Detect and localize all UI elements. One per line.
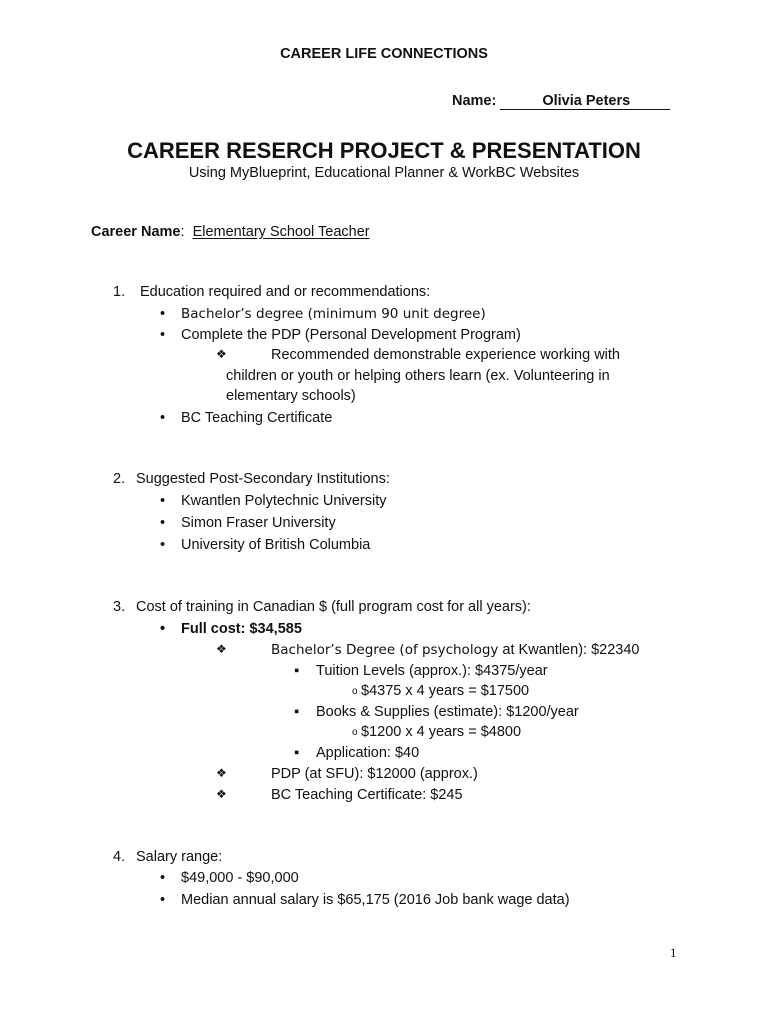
diamond-bullet-icon: ❖ [216, 347, 227, 361]
page-number: 1 [670, 945, 677, 960]
list-item: BC Teaching Certificate [181, 410, 333, 426]
page-subtitle: Using MyBlueprint, Educational Planner & WorkBC Websites [188, 165, 580, 181]
diamond-bullet-icon: ❖ [216, 766, 227, 780]
section-number: 1. [113, 284, 126, 300]
section-heading: Cost of training in Canadian $ (full program cost for all years): [136, 599, 531, 615]
list-item-continuation: elementary schools) [226, 388, 356, 404]
bullet-icon: • [160, 537, 166, 553]
circle-bullet-icon: o [352, 727, 358, 738]
diamond-bullet-icon: ❖ [216, 642, 227, 656]
section-heading: Salary range: [136, 849, 223, 865]
career-name-line: Career Name: Elementary School Teacher [91, 224, 370, 240]
list-item: PDP (at SFU): $12000 (approx.) [271, 766, 478, 782]
bullet-icon: • [160, 515, 166, 531]
list-item: Tuition Levels (approx.): $4375/year [316, 663, 548, 679]
list-item: Simon Fraser University [181, 515, 336, 531]
career-name-value: Elementary School Teacher [192, 224, 370, 240]
list-item: $1200 x 4 years = $4800 [361, 724, 522, 740]
section-heading: Education required and or recommendations: [140, 284, 431, 300]
career-name-label: Career Name [91, 224, 181, 240]
list-item: Application: $40 [316, 745, 420, 761]
square-bullet-icon: ▪ [294, 663, 300, 679]
section-number: 3. [113, 599, 126, 615]
list-item: Bachelor’s degree (minimum 90 unit degree) [181, 306, 486, 322]
square-bullet-icon: ▪ [294, 745, 300, 761]
section-heading: Suggested Post-Secondary Institutions: [136, 471, 390, 487]
bullet-icon: • [160, 306, 166, 322]
name-line [452, 93, 670, 110]
list-item: Complete the PDP (Personal Development Program) [181, 327, 521, 343]
list-item: Bachelor’s Degree (of psychology at Kwantlen): $22340 [271, 642, 640, 658]
bullet-icon: • [160, 621, 166, 637]
name-value: Olivia Peters [500, 93, 670, 110]
circle-bullet-icon: o [352, 686, 358, 697]
diamond-bullet-icon: ❖ [216, 787, 227, 801]
list-item: Median annual salary is $65,175 (2016 Job bank wage data) [181, 892, 570, 908]
list-item: Books & Supplies (estimate): $1200/year [316, 704, 579, 720]
list-item: Recommended demonstrable experience working with [271, 347, 620, 363]
bullet-icon: • [160, 327, 166, 343]
section-number: 2. [113, 471, 126, 487]
full-cost: Full cost: $34,585 [181, 621, 302, 637]
name-label: Name: [452, 93, 497, 109]
bullet-icon: • [160, 892, 166, 908]
bullet-icon: • [160, 870, 166, 886]
list-item: Kwantlen Polytechnic University [181, 493, 387, 509]
list-item-continuation: children or youth or helping others learn (ex. Volunteering in [226, 368, 610, 384]
bullet-icon: • [160, 493, 166, 509]
list-item: University of British Columbia [181, 537, 371, 553]
list-item: $49,000 - $90,000 [181, 870, 299, 886]
list-item: BC Teaching Certificate: $245 [271, 787, 463, 803]
list-item: $4375 x 4 years = $17500 [361, 683, 530, 699]
square-bullet-icon: ▪ [294, 704, 300, 720]
bullet-icon: • [160, 410, 166, 426]
course-title: CAREER LIFE CONNECTIONS [280, 46, 488, 62]
page-title: CAREER RESERCH PROJECT & PRESENTATION [127, 138, 641, 163]
section-number: 4. [113, 849, 126, 865]
